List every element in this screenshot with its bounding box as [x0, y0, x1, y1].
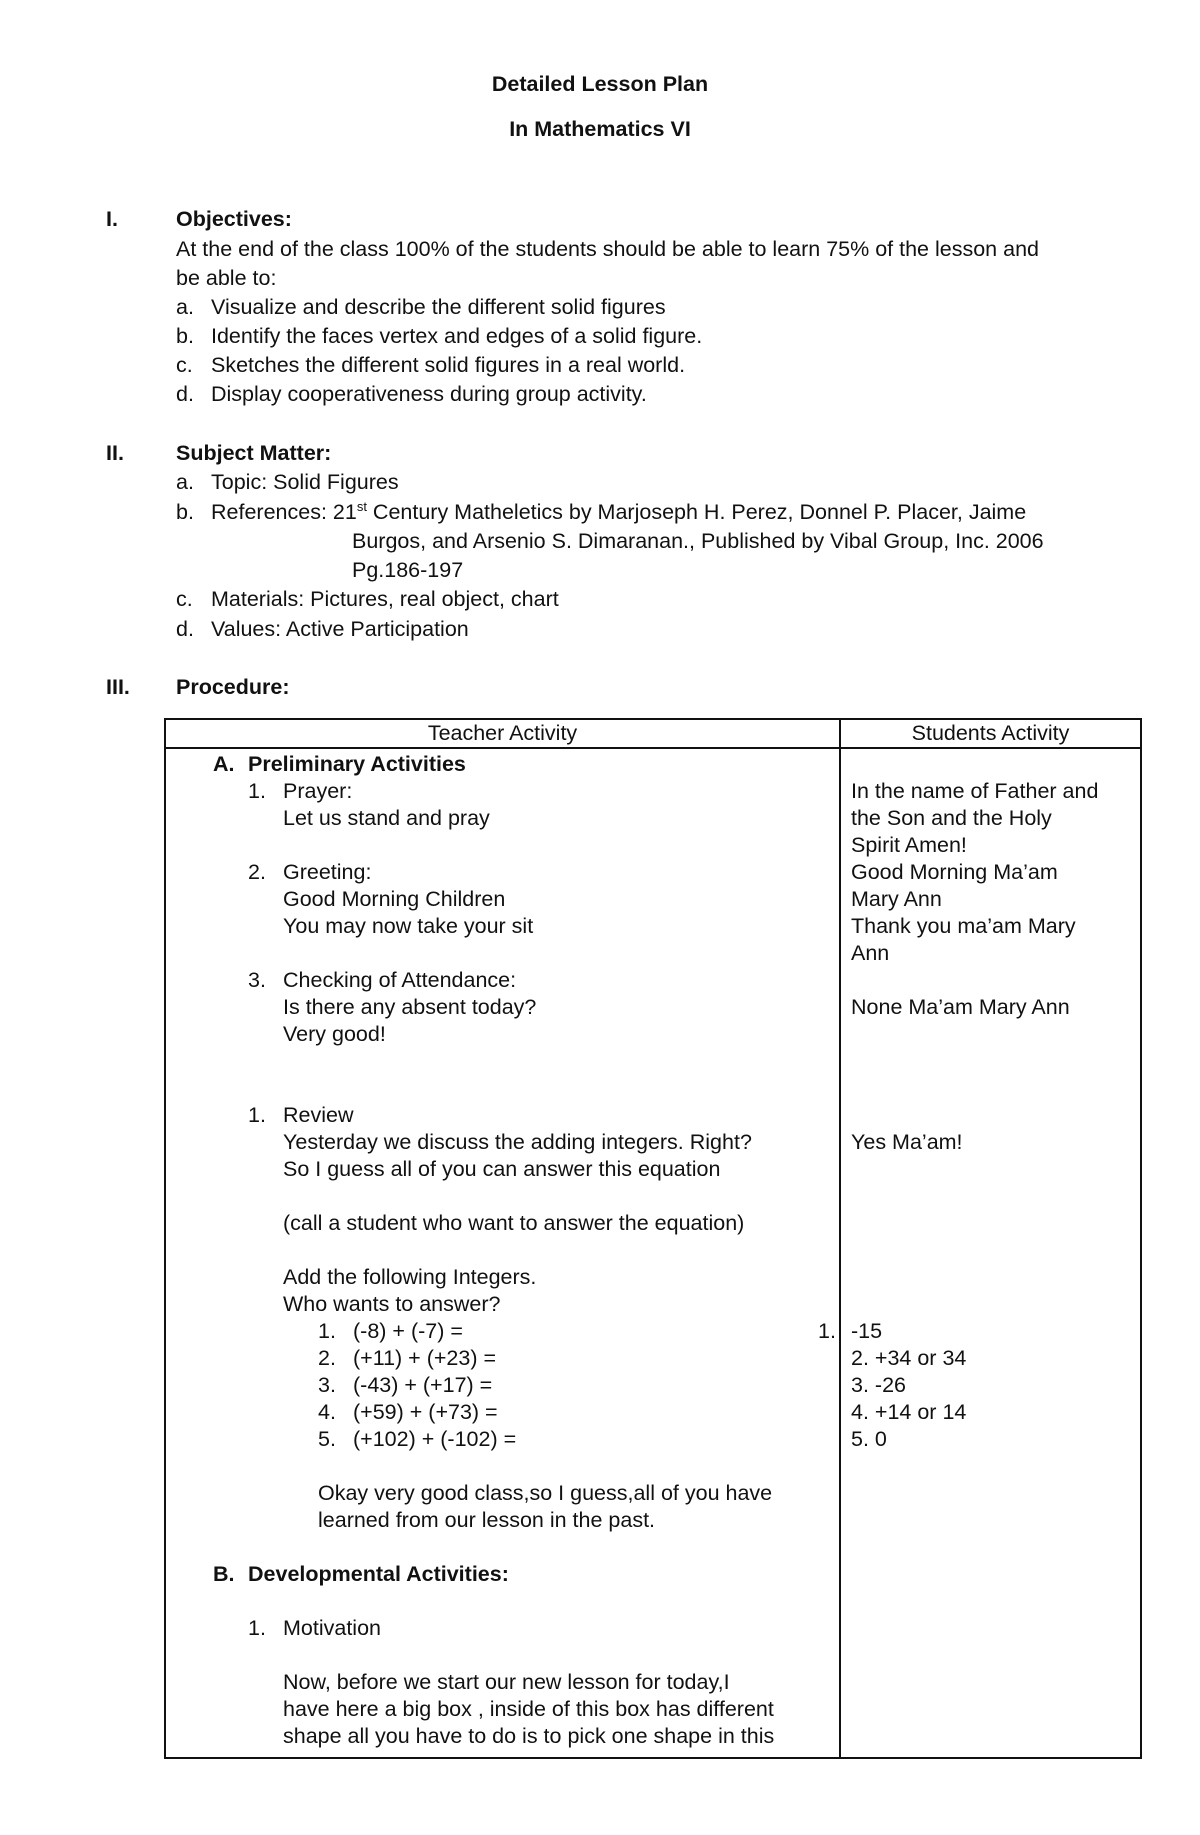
dev-label: B. — [213, 1562, 235, 1586]
values-label: d. — [176, 617, 194, 641]
values-text: Values: Active Participation — [211, 617, 469, 641]
references-post: Century Matheletics by Marjoseph H. Perez, Donnel P. Placer, Jaime — [366, 500, 1027, 524]
greeting-response-line2: Mary Ann — [851, 887, 942, 911]
objectives-intro-line1: At the end of the class 100% of the students should be able to learn 75% of the lesson and — [176, 237, 1039, 261]
objective-label: d. — [176, 382, 194, 406]
greeting-response-line1: Good Morning Ma’am — [851, 860, 1058, 884]
prayer-response-line2: the Son and the Holy — [851, 806, 1052, 830]
references-pre: References: 21 — [211, 500, 357, 524]
greeting-line1: Good Morning Children — [283, 887, 506, 911]
topic-label: a. — [176, 470, 194, 494]
review-line3: (call a student who want to answer the equation) — [283, 1211, 745, 1235]
motivation-line3: shape all you have to do is to pick one shape in this — [283, 1724, 775, 1748]
equation-num: 5. — [318, 1427, 336, 1451]
answer-item: 5. 0 — [851, 1427, 887, 1451]
objective-item: Sketches the different solid figures in a real world. — [211, 353, 686, 377]
prayer-heading: Prayer: — [283, 779, 353, 803]
topic-text: Topic: Solid Figures — [211, 470, 399, 494]
answer-item: 4. +14 or 14 — [851, 1400, 967, 1424]
motivation-num: 1. — [248, 1616, 266, 1640]
teacher-activity-cell — [165, 748, 840, 1758]
students-activity-cell — [840, 748, 1141, 1758]
greeting-num: 2. — [248, 860, 266, 884]
objective-item: Identify the faces vertex and edges of a solid figure. — [211, 324, 703, 348]
answer-item: 2. +34 or 34 — [851, 1346, 967, 1370]
procedure-heading: Procedure: — [176, 675, 290, 699]
equation-text: (+102) + (-102) = — [353, 1427, 517, 1451]
motivation-line2: have here a big box , inside of this box has different — [283, 1697, 774, 1721]
equation-num: 4. — [318, 1400, 336, 1424]
objectives-intro-line2: be able to: — [176, 266, 277, 290]
subject-matter-number: II. — [106, 441, 124, 465]
materials-text: Materials: Pictures, real object, chart — [211, 587, 559, 611]
review-num: 1. — [248, 1103, 266, 1127]
references-line3: Pg.186-197 — [352, 558, 464, 582]
equation-text: (-8) + (-7) = — [353, 1319, 463, 1343]
answer-item: 3. -26 — [851, 1373, 906, 1397]
okay-line2: learned from our lesson in the past. — [318, 1508, 656, 1532]
procedure-table — [164, 718, 1142, 1759]
review-response: Yes Ma’am! — [851, 1130, 963, 1154]
prelim-title: Preliminary Activities — [248, 752, 466, 776]
greeting-heading: Greeting: — [283, 860, 372, 884]
review-line4: Add the following Integers. — [283, 1265, 537, 1289]
subject-matter-heading: Subject Matter: — [176, 441, 332, 465]
header-teacher-activity: Teacher Activity — [165, 719, 840, 748]
equation-text: (+11) + (+23) = — [353, 1346, 497, 1370]
objective-label: c. — [176, 353, 193, 377]
equation-text: (-43) + (+17) = — [353, 1373, 493, 1397]
objective-label: b. — [176, 324, 194, 348]
equation-num: 3. — [318, 1373, 336, 1397]
objective-label: a. — [176, 295, 194, 319]
references-sup: st — [356, 498, 367, 514]
review-line5: Who wants to answer? — [283, 1292, 501, 1316]
dev-title: Developmental Activities: — [248, 1562, 509, 1586]
sit-response-line2: Ann — [851, 941, 890, 965]
header-students-activity: Students Activity — [840, 719, 1141, 748]
stray-answer-number: 1. — [818, 1319, 836, 1343]
motivation-heading: Motivation — [283, 1616, 381, 1640]
prayer-response-line1: In the name of Father and — [851, 779, 1099, 803]
prelim-label: A. — [213, 752, 235, 776]
objectives-heading: Objectives: — [176, 207, 292, 231]
objective-item: Display cooperativeness during group activity. — [211, 382, 647, 406]
review-line1: Yesterday we discuss the adding integers. Right? — [283, 1130, 752, 1154]
materials-label: c. — [176, 587, 193, 611]
absent-response: None Ma’am Mary Ann — [851, 995, 1070, 1019]
review-line2: So I guess all of you can answer this equation — [283, 1157, 721, 1181]
review-heading: Review — [283, 1103, 354, 1127]
greeting-line2: You may now take your sit — [283, 914, 534, 938]
attendance-line2: Very good! — [283, 1022, 386, 1046]
sit-response-line1: Thank you ma’am Mary — [851, 914, 1076, 938]
prayer-num: 1. — [248, 779, 266, 803]
references-line2: Burgos, and Arsenio S. Dimaranan., Published by Vibal Group, Inc. 2006 — [352, 529, 1044, 553]
objective-item: Visualize and describe the different solid figures — [211, 295, 666, 319]
references-line1 — [211, 500, 1026, 525]
prayer-response-line3: Spirit Amen! — [851, 833, 967, 857]
answer-item: -15 — [851, 1319, 883, 1343]
attendance-line1: Is there any absent today? — [283, 995, 537, 1019]
document-subtitle: In Mathematics VI — [509, 117, 691, 141]
references-label: b. — [176, 500, 194, 524]
objectives-number: I. — [106, 207, 118, 231]
document-title: Detailed Lesson Plan — [491, 72, 709, 96]
okay-line1: Okay very good class,so I guess,all of you have — [318, 1481, 773, 1505]
equation-num: 2. — [318, 1346, 336, 1370]
attendance-num: 3. — [248, 968, 266, 992]
procedure-number: III. — [106, 675, 130, 699]
attendance-heading: Checking of Attendance: — [283, 968, 517, 992]
motivation-line1: Now, before we start our new lesson for today,I — [283, 1670, 730, 1694]
equation-text: (+59) + (+73) = — [353, 1400, 498, 1424]
equation-num: 1. — [318, 1319, 336, 1343]
prayer-line: Let us stand and pray — [283, 806, 490, 830]
